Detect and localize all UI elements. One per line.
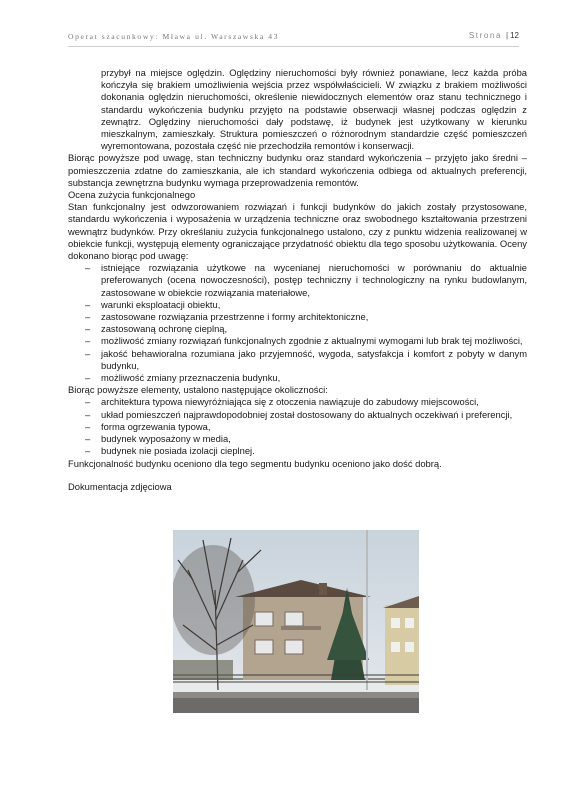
list-item bbox=[68, 335, 527, 347]
header-separator: | bbox=[506, 31, 509, 40]
house-window bbox=[255, 612, 273, 626]
lamp-pole bbox=[366, 530, 368, 690]
list-item bbox=[68, 445, 527, 457]
list-marker: – bbox=[85, 420, 91, 432]
list-marker: – bbox=[85, 408, 91, 420]
list-item-text: budynek wyposażony w media, bbox=[101, 433, 231, 445]
photo-section-heading: Dokumentacja zdjęciowa bbox=[68, 480, 172, 492]
list-marker: – bbox=[85, 335, 91, 347]
list-marker: – bbox=[85, 445, 91, 457]
list-marker: – bbox=[85, 372, 91, 384]
paragraph-inspection: przybył na miejsce oględzin. Oględziny nieruchomości były również ponawiane, lecz każda próba kończyła się brakiem umożliwienia wejścia przez współwłaścicieli. W związku z brakiem możliwości dokonania oględzin nieruchomości, określenie niewidocznych elementów oraz stanu technicznego i standardu wykończenia budynku przyjęto na podstawie obserwacji własnej podczas oględzin z zewnątrz. Oględziny nieruchomości dały podstawę, iż budynek jest użytkowany w kierunku mieszkalnym, zamieszkały. Struktura pomieszczeń o różnorodnym standardzie część pomieszczeń wyremontowana, pozostała część nie przechodziła remontów i konserwacji. bbox=[101, 67, 527, 152]
property-photo bbox=[173, 530, 419, 713]
header-document-title: Operat szacunkowy: Mława ul. Warszawska 43 bbox=[68, 32, 280, 41]
list-item-text: jakość behawioralna rozumiana jako przyjemność, wygoda, satysfakcja i komfort z pobyty w danym budynku, bbox=[101, 347, 527, 371]
list-marker: – bbox=[85, 433, 91, 445]
paragraph-functionality-rating: Funkcjonalność budynku oceniono dla tego segmentu budynku oceniono jako dość dobrą. bbox=[68, 457, 442, 469]
list-item-text: zastosowane rozwiązania przestrzenne i formy architektoniczne, bbox=[101, 311, 369, 323]
circumstances-list bbox=[68, 396, 527, 457]
house-window bbox=[285, 640, 303, 654]
list-item-text: budynek nie posiada izolacji cieplnej. bbox=[101, 445, 255, 457]
neighbour-window bbox=[405, 642, 414, 652]
list-item-text: zastosowaną ochronę cieplną, bbox=[101, 323, 228, 335]
balcony bbox=[281, 626, 321, 630]
spacer bbox=[68, 470, 527, 481]
road bbox=[173, 698, 419, 713]
section-heading-functional-wear: Ocena zużycia funkcjonalnego bbox=[68, 189, 196, 201]
list-marker: – bbox=[85, 323, 91, 335]
list-item bbox=[68, 299, 527, 311]
list-marker: – bbox=[85, 298, 91, 310]
neighbour-window bbox=[391, 618, 400, 628]
list-item bbox=[68, 433, 527, 445]
list-item bbox=[68, 372, 527, 384]
list-item-text: architektura typowa niewyróżniająca się z otoczenia nawiązuje do zabudowy miejscowości, bbox=[101, 396, 479, 408]
list-item bbox=[68, 396, 527, 408]
list-item bbox=[68, 262, 527, 299]
list-item-text: układ pomieszczeń najprawdopodobniej został dostosowany do aktualnych oczekiwań i preferencji, bbox=[101, 408, 513, 420]
chimney bbox=[319, 583, 327, 595]
criteria-list bbox=[68, 262, 527, 384]
list-item-text: forma ogrzewania typowa, bbox=[101, 420, 211, 432]
list-marker: – bbox=[85, 262, 91, 274]
neighbour-window bbox=[391, 642, 400, 652]
page-content bbox=[68, 67, 527, 493]
list-item-text: możliwość zmiany przeznaczenia budynku, bbox=[101, 372, 281, 384]
hedge bbox=[173, 660, 233, 680]
paragraph-technical-state: Biorąc powyższe pod uwagę, stan techniczny budynku oraz standard wykończenia – przyjęto jako średni – pomieszczenia zdatne do zamieszkania, ale ich standard wykończenia odbiega od aktualnych preferencji, substancja zewnętrzna budynku wymaga przeprowadzenia remontów. bbox=[68, 152, 527, 188]
page-header bbox=[68, 30, 519, 47]
neighbour-window bbox=[405, 618, 414, 628]
page-number: 12 bbox=[510, 31, 519, 40]
list-item-text: możliwość zmiany rozwiązań funkcjonalnych zgodnie z aktualnymi wymogami lub brak tej możliwości, bbox=[101, 335, 523, 347]
header-page-info bbox=[469, 31, 519, 40]
header-page-word: Strona bbox=[468, 31, 503, 40]
list-marker: – bbox=[85, 347, 91, 359]
list-item bbox=[68, 409, 527, 421]
house-window bbox=[285, 612, 303, 626]
paragraph-circumstances-intro: Biorąc powyższe elementy, ustalono następujące okoliczności: bbox=[68, 384, 328, 396]
house-photo-illustration bbox=[173, 530, 419, 713]
list-item bbox=[68, 348, 527, 372]
list-item bbox=[68, 421, 527, 433]
house-window bbox=[255, 640, 273, 654]
bare-tree-crown bbox=[173, 545, 255, 655]
list-item-text: warunki eksploatacji obiektu, bbox=[101, 298, 221, 310]
list-marker: – bbox=[85, 396, 91, 408]
list-item-text: istniejące rozwiązania użytkowe na wycenianej nieruchomości w porównaniu do aktualnie preferowanych (ocena nowoczesności), postęp techniczny i technologiczny na rynku budowlanym, zastosowane w obiekcie rozwiązania materiałowe, bbox=[101, 262, 527, 298]
list-item bbox=[68, 323, 527, 335]
paragraph-functional-state: Stan funkcjonalny jest odwzorowaniem rozwiązań i funkcji budynków do jakich zostały przystosowane, standardu wykończenia i wyposażenia w urządzenia techniczne oraz swobodnego kształtowania przestrzeni wewnątrz budynków. Przy określaniu zużycia funkcjonalnego ustalono, czy z punktu widzenia realizowanej w obiekcie funkcji, występują elementy ograniczające przydatność obiektu dla tego sposobu użytkowania. Oceny dokonano biorąc pod uwagę: bbox=[68, 201, 527, 262]
list-item bbox=[68, 311, 527, 323]
list-marker: – bbox=[85, 311, 91, 323]
